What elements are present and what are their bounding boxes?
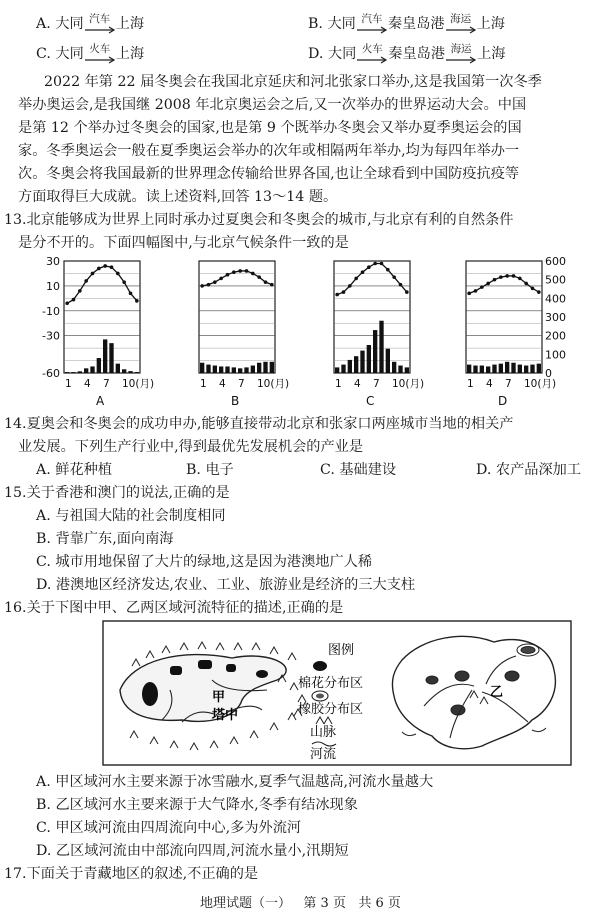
panel-label: D: [498, 394, 508, 407]
option-16d[interactable]: D. 乙区域河流由中部流向四周,河流水量小,汛期短: [36, 843, 349, 859]
temperature-point: [213, 280, 217, 284]
right-axis-label: 500: [545, 273, 566, 287]
route-destination: 上海: [115, 46, 145, 62]
chart-frame: [334, 261, 410, 373]
temperature-point: [486, 282, 490, 286]
option-16b[interactable]: B. 乙区域河水主要来源于大气降水,冬季有结冰现象: [36, 797, 358, 813]
right-axis-label: 400: [545, 292, 566, 306]
precip-bar: [78, 371, 82, 373]
route-destination: 上海: [476, 16, 505, 32]
temperature-point: [84, 279, 88, 283]
temperature-point: [512, 274, 516, 278]
temperature-point: [207, 283, 211, 287]
precip-bar: [213, 366, 217, 373]
x-tick-label: 1: [65, 378, 72, 390]
x-tick-label: 10(月): [524, 378, 557, 390]
legend-river: 河流: [310, 747, 337, 762]
left-axis-label: -30: [42, 329, 60, 343]
precip-bar: [90, 366, 94, 373]
precip-bar: [486, 366, 490, 373]
option-12b[interactable]: [308, 14, 505, 34]
footer-subject: 地理试题（一）: [200, 896, 292, 911]
temperature-point: [342, 290, 346, 294]
x-tick-label: 10(月): [257, 378, 290, 390]
option-12c[interactable]: [36, 44, 144, 64]
panel-label: A: [96, 394, 105, 407]
x-tick-label: 10(月): [122, 378, 155, 390]
temperature-point: [386, 268, 390, 272]
route-origin: 大同: [55, 46, 84, 62]
x-tick-label: 4: [84, 378, 91, 390]
option-15b[interactable]: B. 背靠广东,面向南海: [36, 531, 174, 547]
temperature-point: [245, 269, 249, 273]
question-17-stem: 17.下面关于青藏地区的叙述,不正确的是: [4, 866, 259, 882]
route-origin: 大同: [55, 16, 84, 32]
label-jia: 甲: [212, 690, 226, 705]
temperature-point: [91, 272, 95, 276]
route-arrow: 汽车: [357, 14, 387, 34]
left-axis-label: 30: [46, 255, 60, 268]
question-16-stem: 16.关于下图中甲、乙两区域河流特征的描述,正确的是: [4, 600, 344, 616]
temperature-point: [348, 284, 352, 288]
temperature-point: [480, 285, 484, 289]
question-13-stem-cont: 是分不开的。下面四幅图中,与北京气候条件一致的是: [18, 235, 349, 251]
temperature-point: [129, 292, 133, 296]
temperature-point: [251, 272, 255, 276]
route-arrow: 火车: [85, 44, 115, 64]
precip-bar: [65, 372, 69, 373]
right-axis-label: 200: [545, 329, 566, 343]
label-yi: 乙: [490, 685, 504, 700]
option-15a[interactable]: A. 与祖国大陆的社会制度相同: [36, 508, 226, 524]
option-letter: C.: [36, 46, 51, 62]
temperature-point: [399, 283, 403, 287]
climate-chart-C: [334, 261, 424, 407]
precip-bar: [530, 365, 534, 373]
temperature-point: [238, 269, 242, 273]
climate-charts: [34, 255, 594, 407]
precip-bar: [492, 365, 496, 373]
temperature-point: [122, 280, 126, 284]
option-letter: A.: [36, 16, 51, 32]
precip-bar: [238, 368, 242, 373]
precip-bar: [219, 366, 223, 373]
temperature-point: [219, 277, 223, 281]
precip-bar: [518, 365, 522, 373]
chart-frame: [64, 261, 140, 373]
route-arrow: 汽车: [85, 14, 115, 34]
temperature-point: [335, 293, 339, 297]
precip-bar: [263, 362, 267, 373]
temperature-point: [380, 262, 384, 266]
region-map: [102, 620, 572, 766]
option-14b[interactable]: B. 电子: [186, 462, 234, 478]
x-tick-label: 7: [373, 378, 380, 390]
temperature-point: [524, 282, 528, 286]
temperature-point: [373, 262, 377, 266]
material-line-1: 2022 年第 22 届冬奥会在我国北京延庆和河北张家口举办,这是我国第一次冬季: [44, 74, 542, 90]
temperature-point: [78, 289, 82, 293]
precip-bar: [341, 365, 345, 373]
precip-bar: [524, 366, 528, 373]
right-axis-label: 100: [545, 348, 566, 362]
temperature-point: [65, 302, 69, 306]
route-arrow: 海运: [446, 14, 476, 34]
left-axis-label: 10: [46, 279, 60, 293]
temperature-point: [135, 299, 139, 303]
temperature-point: [116, 272, 120, 276]
chart-frame: [466, 261, 542, 373]
x-tick-label: 4: [219, 378, 226, 390]
x-tick-label: 1: [467, 378, 474, 390]
legend-rubber: 橡胶分布区: [298, 702, 364, 717]
option-14d[interactable]: D. 农产品深加工: [476, 462, 582, 478]
precip-bar: [71, 372, 75, 373]
precip-bar: [225, 366, 229, 373]
option-12d[interactable]: [308, 44, 505, 64]
question-14-stem-cont: 业发展。下列生产行业中,得到最优先发展机会的产业是: [18, 439, 364, 455]
question-15-stem: 15.关于香港和澳门的说法,正确的是: [4, 485, 230, 501]
climate-chart-A: [42, 255, 154, 407]
precip-bar: [270, 362, 274, 373]
label-tazhong: 塔中: [212, 708, 239, 723]
precip-bar: [367, 345, 371, 373]
route-origin: 大同: [327, 16, 356, 32]
temperature-point: [226, 273, 230, 277]
temperature-point: [405, 290, 409, 294]
temperature-point: [499, 275, 503, 279]
precip-bar: [135, 372, 139, 373]
route-arrow: 海运: [446, 44, 476, 64]
precip-bar: [505, 362, 509, 373]
temperature-point: [232, 270, 236, 274]
route-origin: 大同: [327, 46, 357, 62]
temperature-point: [200, 284, 204, 288]
climate-chart-D: [466, 255, 566, 407]
precip-bar: [122, 369, 126, 373]
temperature-point: [354, 277, 358, 281]
option-15d[interactable]: D. 港澳地区经济发达,农业、工业、旅游业是经济的三大支柱: [36, 577, 416, 593]
material-line-4: 家。冬季奥运会一般在夏季奥运会举办的次年或相隔两年举办,均为每四年举办一: [18, 143, 520, 159]
route-destination: 上海: [477, 46, 506, 62]
precip-bar: [537, 364, 541, 373]
legend-title: 图例: [328, 643, 355, 658]
option-letter: B.: [308, 16, 323, 32]
precip-bar: [128, 371, 132, 373]
precip-bar: [392, 362, 396, 373]
precip-bar: [405, 367, 409, 373]
temperature-point: [270, 283, 274, 287]
precip-bar: [360, 351, 364, 373]
temperature-point: [518, 277, 522, 281]
precip-bar: [473, 366, 477, 373]
left-axis-label: -10: [42, 304, 60, 318]
temperature-point: [103, 264, 107, 268]
climate-chart-B: [199, 261, 289, 407]
left-axis-label: -60: [42, 367, 60, 380]
temperature-point: [474, 289, 478, 293]
precip-bar: [84, 368, 88, 373]
footer-total: 共 6 页: [358, 896, 401, 911]
question-13-stem: 13.北京能够成为世界上同时承办过夏奥会和冬奥会的城市,与北京有利的自然条件: [4, 212, 514, 228]
right-axis-label: 600: [545, 255, 566, 268]
temperature-point: [531, 287, 535, 291]
option-14a[interactable]: A. 鲜花种植: [36, 462, 113, 478]
precip-bar: [116, 364, 120, 373]
precip-bar: [109, 343, 113, 373]
precip-bar: [480, 366, 484, 373]
option-16a[interactable]: A. 甲区域河水主要来源于冰雪融水,夏季气温越高,河流水量越大: [36, 774, 434, 790]
temperature-point: [467, 292, 471, 296]
x-tick-label: 1: [335, 378, 342, 390]
panel-label: B: [231, 394, 240, 407]
route-destination: 上海: [115, 16, 145, 32]
panel-label: C: [366, 394, 375, 407]
precip-bar: [511, 363, 515, 373]
precip-bar: [251, 366, 255, 373]
precip-bar: [379, 321, 383, 373]
temperature-point: [537, 290, 541, 294]
x-tick-label: 10(月): [392, 378, 425, 390]
option-14c[interactable]: C. 基础建设: [320, 462, 397, 478]
material-line-2: 举办奥运会,是我国继 2008 年北京奥运会之后,又一次举办的世界运动大会。中国: [18, 97, 527, 113]
option-letter: D.: [308, 46, 324, 62]
precip-bar: [200, 363, 204, 373]
precip-bar: [373, 330, 377, 373]
precip-bar: [398, 366, 402, 373]
question-14-stem: 14.夏奥会和冬奥会的成功申办,能够直接带动北京和张家口两座城市当地的相关产: [4, 416, 514, 432]
route-transfer: 秦皇岛港: [387, 16, 445, 32]
page-footer: [200, 892, 401, 911]
temperature-point: [72, 298, 76, 302]
x-tick-label: 7: [505, 378, 512, 390]
temperature-point: [493, 278, 497, 282]
chart-frame: [199, 261, 275, 373]
temperature-point: [392, 275, 396, 279]
precip-bar: [467, 365, 471, 373]
x-tick-label: 4: [354, 378, 361, 390]
material-line-6: 方面取得巨大成就。读上述资料,回答 13～14 题。: [18, 189, 338, 205]
option-12a[interactable]: [36, 14, 144, 34]
route-transfer: 秦皇岛港: [388, 46, 446, 62]
temperature-point: [110, 265, 114, 269]
precip-bar: [348, 360, 352, 373]
temperature-point: [97, 267, 101, 271]
material-line-5: 次。冬奥会将我国最新的世界理念传输给世界各国,也让全球看到中国防疫抗疫等: [18, 166, 520, 182]
precip-bar: [257, 363, 261, 373]
right-axis-label: 300: [545, 311, 566, 324]
temperature-point: [264, 280, 268, 284]
option-15c[interactable]: C. 城市用地保留了大片的绿地,这是因为港澳地广人稀: [36, 554, 373, 570]
material-line-3: 是第 12 个举办过冬奥会的国家,也是第 9 个既举办冬奥会又举办夏季奥运会的国: [18, 120, 522, 136]
legend-cotton: 棉花分布区: [298, 676, 364, 691]
footer-page: 第 3 页: [303, 896, 346, 911]
precip-bar: [386, 349, 390, 373]
x-tick-label: 4: [486, 378, 493, 390]
precip-bar: [232, 367, 236, 373]
x-tick-label: 7: [238, 378, 245, 390]
route-arrow: 火车: [357, 44, 387, 64]
option-16c[interactable]: C. 甲区域河流由四周流向中心,多为外流河: [36, 820, 302, 836]
precip-bar: [206, 365, 210, 373]
precip-bar: [354, 356, 358, 373]
precip-bar: [97, 358, 101, 373]
temperature-point: [367, 265, 371, 269]
precip-bar: [103, 339, 107, 373]
precip-bar: [335, 367, 339, 373]
precip-bar: [244, 367, 248, 373]
temperature-point: [257, 275, 261, 279]
temperature-point: [361, 270, 365, 274]
legend-mountain: 山脉: [310, 725, 337, 740]
x-tick-label: 1: [200, 378, 207, 390]
precip-bar: [499, 364, 503, 373]
x-tick-label: 7: [103, 378, 110, 390]
right-axis-label: 0: [545, 367, 552, 380]
temperature-point: [505, 274, 509, 278]
